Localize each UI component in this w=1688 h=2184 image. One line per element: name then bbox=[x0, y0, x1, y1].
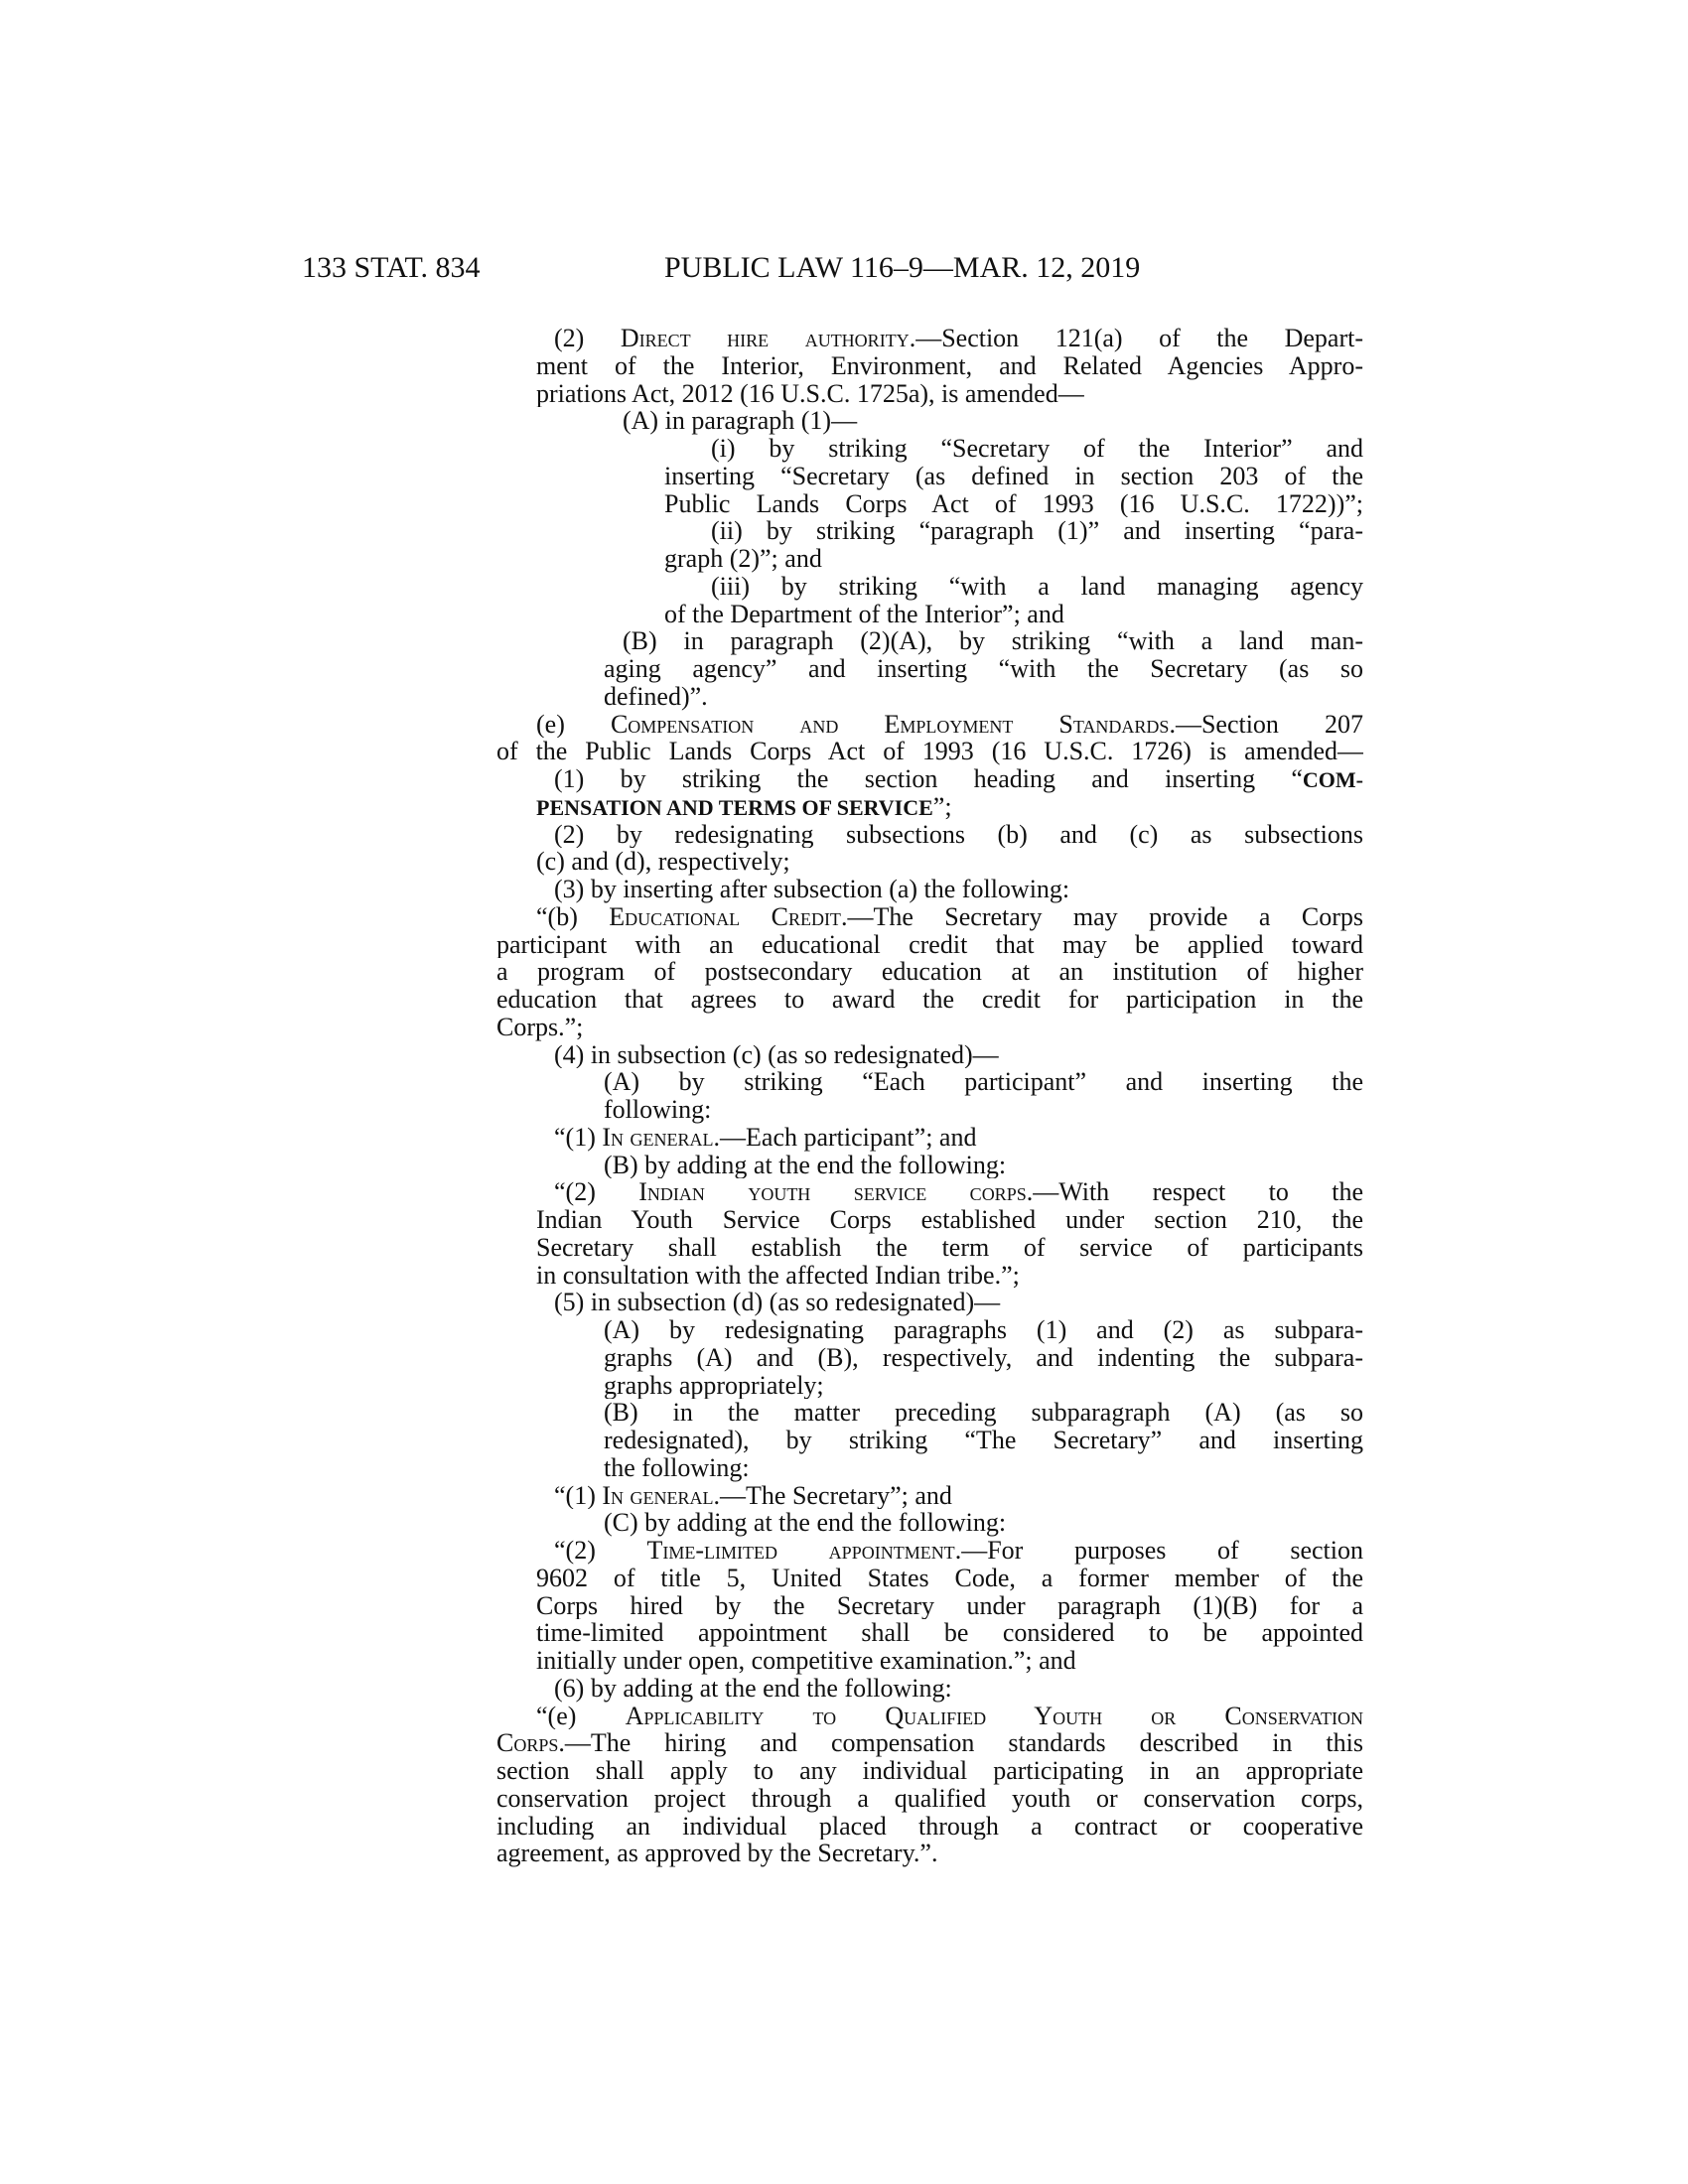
text-segment: (ii) by striking “paragraph (1)” and inserting “para- bbox=[711, 517, 1363, 545]
text-line bbox=[496, 711, 1363, 739]
text-segment: graph (2)”; and bbox=[664, 545, 822, 573]
text-segment: (4) in subsection (c) (as so redesignated)— bbox=[554, 1040, 999, 1069]
section-heading: Compensation and Employment Standards bbox=[610, 710, 1170, 739]
running-header-title: PUBLIC LAW 116–9—MAR. 12, 2019 bbox=[664, 251, 1141, 284]
text-segment: priations Act, 2012 (16 U.S.C. 1725a), is amended— bbox=[536, 379, 1084, 408]
text-segment: (A) by striking “Each participant” and inserting the bbox=[604, 1068, 1363, 1096]
text-line bbox=[496, 1729, 1363, 1757]
text-line bbox=[496, 1509, 1363, 1537]
statute-text bbox=[496, 325, 1363, 1867]
text-segment: (2) bbox=[554, 325, 621, 352]
text-segment: including an individual placed through a contract or cooperative bbox=[496, 1812, 1363, 1841]
text-segment: (A) by redesignating paragraphs (1) and (2) as subpara- bbox=[604, 1316, 1363, 1344]
text-segment: (B) in paragraph (2)(A), by striking “with a land man- bbox=[623, 627, 1363, 655]
text-segment: section shall apply to any individual participating in an appropriate bbox=[496, 1757, 1363, 1785]
text-line bbox=[496, 1041, 1363, 1069]
text-segment: .—Section 207 bbox=[1169, 710, 1363, 739]
text-line bbox=[496, 655, 1363, 683]
text-segment: Public Lands Corps Act of 1993 (16 U.S.C. 1722))”; bbox=[664, 489, 1363, 518]
text-line bbox=[496, 1372, 1363, 1400]
text-segment: conservation project through a qualified youth or conservation corps, bbox=[496, 1784, 1363, 1813]
text-segment: in consultation with the affected Indian tribe.”; bbox=[536, 1261, 1020, 1290]
text-line bbox=[496, 1619, 1363, 1647]
text-line bbox=[496, 352, 1363, 380]
text-segment: (c) and (d), respectively; bbox=[536, 848, 790, 876]
text-segment: education that agrees to award the credit for participation in the bbox=[496, 986, 1363, 1014]
text-line bbox=[496, 765, 1363, 793]
text-segment: redesignated), by striking “The Secretary” and inserting bbox=[604, 1427, 1363, 1454]
text-line bbox=[496, 601, 1363, 628]
text-segment: (6) by adding at the end the following: bbox=[554, 1674, 952, 1703]
text-segment: Corps hired by the Secretary under paragraph (1)(B) for a bbox=[536, 1591, 1363, 1620]
bold-heading: COM- bbox=[1302, 767, 1363, 792]
text-segment: Corps.”; bbox=[496, 1013, 584, 1041]
text-line bbox=[496, 1344, 1363, 1372]
text-segment: (C) by adding at the end the following: bbox=[604, 1509, 1007, 1537]
text-line bbox=[496, 517, 1363, 545]
text-line bbox=[496, 683, 1363, 711]
text-segment: (i) by striking “Secretary of the Interior” and bbox=[711, 435, 1363, 463]
text-line bbox=[496, 325, 1363, 352]
text-line bbox=[496, 435, 1363, 463]
text-line bbox=[496, 1096, 1363, 1124]
section-heading: In general bbox=[602, 1123, 714, 1152]
text-line bbox=[496, 573, 1363, 601]
text-segment: .—The Secretary may provide a Corps bbox=[840, 902, 1363, 931]
text-segment: Secretary shall establish the term of service of participants bbox=[536, 1233, 1363, 1262]
text-segment: “(e) bbox=[536, 1702, 626, 1730]
text-segment: (3) by inserting after subsection (a) the following: bbox=[554, 876, 1070, 903]
text-segment: time-limited appointment shall be considered to be appointed bbox=[536, 1619, 1363, 1647]
text-segment: (2) by redesignating subsections (b) and (c) as subsections bbox=[554, 820, 1363, 849]
section-heading: Time-limited appointment bbox=[646, 1537, 955, 1565]
text-line bbox=[496, 821, 1363, 849]
text-segment: participant with an educational credit that may be applied toward bbox=[496, 930, 1363, 959]
text-segment: .—The hiring and compensation standards described in this bbox=[558, 1729, 1363, 1757]
text-line bbox=[496, 1482, 1363, 1510]
text-line bbox=[496, 1454, 1363, 1482]
text-segment: graphs (A) and (B), respectively, and indenting the subpara- bbox=[604, 1343, 1363, 1372]
text-segment: graphs appropriately; bbox=[604, 1371, 824, 1400]
text-line bbox=[496, 793, 1363, 821]
section-heading: Direct hire authority bbox=[620, 325, 910, 352]
text-line bbox=[496, 876, 1363, 903]
text-segment: .—Each participant”; and bbox=[713, 1123, 977, 1152]
text-segment: (e) bbox=[536, 710, 611, 739]
text-line bbox=[496, 490, 1363, 518]
text-segment: (iii) by striking “with a land managing agency bbox=[711, 572, 1363, 601]
text-segment: following: bbox=[604, 1096, 712, 1124]
text-line bbox=[496, 1234, 1363, 1262]
text-line bbox=[496, 1757, 1363, 1785]
section-heading: Indian youth service corps bbox=[638, 1178, 1027, 1206]
text-line bbox=[496, 931, 1363, 959]
text-line bbox=[496, 848, 1363, 876]
text-segment: initially under open, competitive examination.”; and bbox=[536, 1647, 1076, 1675]
text-segment: ”; bbox=[932, 792, 952, 821]
text-segment: .—For purposes of section bbox=[954, 1537, 1363, 1565]
text-line bbox=[496, 1262, 1363, 1290]
text-segment: (1) by striking the section heading and inserting “ bbox=[554, 765, 1303, 793]
text-segment: a program of postsecondary education at an institution of higher bbox=[496, 958, 1363, 986]
section-heading: Corps bbox=[496, 1729, 559, 1757]
text-segment: 9602 of title 5, United States Code, a former member of the bbox=[536, 1564, 1363, 1592]
text-line bbox=[496, 1565, 1363, 1592]
text-segment: “(1) bbox=[554, 1123, 603, 1152]
text-segment: agreement, as approved by the Secretary.”. bbox=[496, 1840, 938, 1867]
text-line bbox=[496, 1785, 1363, 1813]
text-segment: “(b) bbox=[536, 902, 610, 931]
text-line bbox=[496, 545, 1363, 573]
text-segment: .—Section 121(a) of the Depart- bbox=[909, 325, 1363, 352]
text-line bbox=[496, 380, 1363, 408]
text-line bbox=[496, 1152, 1363, 1179]
section-heading: In general bbox=[602, 1481, 714, 1510]
text-line bbox=[496, 738, 1363, 765]
text-segment: (B) by adding at the end the following: bbox=[604, 1151, 1007, 1179]
text-segment: (5) in subsection (d) (as so redesignated)— bbox=[554, 1289, 1001, 1316]
text-segment: “(2) bbox=[554, 1178, 639, 1206]
text-line bbox=[496, 463, 1363, 490]
bold-heading: PENSATION AND TERMS OF SERVICE bbox=[536, 794, 933, 820]
text-line bbox=[496, 903, 1363, 931]
text-segment: defined)”. bbox=[604, 682, 708, 711]
text-line bbox=[496, 1399, 1363, 1427]
text-line bbox=[496, 986, 1363, 1014]
text-segment: “(1) bbox=[554, 1481, 603, 1510]
text-line bbox=[496, 627, 1363, 655]
text-line bbox=[496, 958, 1363, 986]
text-line bbox=[496, 1124, 1363, 1152]
text-segment: (A) in paragraph (1)— bbox=[623, 407, 858, 435]
text-line bbox=[496, 1014, 1363, 1041]
text-line bbox=[496, 1068, 1363, 1096]
text-segment: .—The Secretary”; and bbox=[713, 1481, 952, 1510]
text-line bbox=[496, 1427, 1363, 1454]
text-line bbox=[496, 1647, 1363, 1675]
section-heading: Applicability to Qualified Youth or Conservation bbox=[625, 1702, 1363, 1730]
text-segment: of the Department of the Interior”; and bbox=[664, 600, 1064, 628]
section-heading: Educational Credit bbox=[609, 902, 841, 931]
text-line bbox=[496, 1206, 1363, 1234]
text-line bbox=[496, 1289, 1363, 1316]
text-segment: aging agency” and inserting “with the Secretary (as so bbox=[604, 655, 1363, 683]
text-line bbox=[496, 1840, 1363, 1867]
text-line bbox=[496, 1316, 1363, 1344]
text-segment: the following: bbox=[604, 1453, 750, 1482]
text-line bbox=[496, 1537, 1363, 1565]
text-segment: .—With respect to the bbox=[1026, 1178, 1363, 1206]
text-line bbox=[496, 1813, 1363, 1841]
text-segment: of the Public Lands Corps Act of 1993 (16 U.S.C. 1726) is amended— bbox=[496, 738, 1363, 765]
stat-reference: 133 STAT. 834 bbox=[302, 251, 481, 284]
text-line bbox=[496, 1703, 1363, 1730]
text-segment: (B) in the matter preceding subparagraph (A) (as so bbox=[604, 1399, 1363, 1427]
text-line bbox=[496, 407, 1363, 435]
text-segment: Indian Youth Service Corps established under section 210, the bbox=[536, 1206, 1363, 1234]
text-segment: “(2) bbox=[554, 1537, 647, 1565]
text-line bbox=[496, 1675, 1363, 1703]
text-segment: inserting “Secretary (as defined in section 203 of the bbox=[664, 462, 1363, 490]
text-segment: ment of the Interior, Environment, and Related Agencies Appro- bbox=[536, 351, 1363, 380]
text-line bbox=[496, 1178, 1363, 1206]
text-line bbox=[496, 1592, 1363, 1620]
